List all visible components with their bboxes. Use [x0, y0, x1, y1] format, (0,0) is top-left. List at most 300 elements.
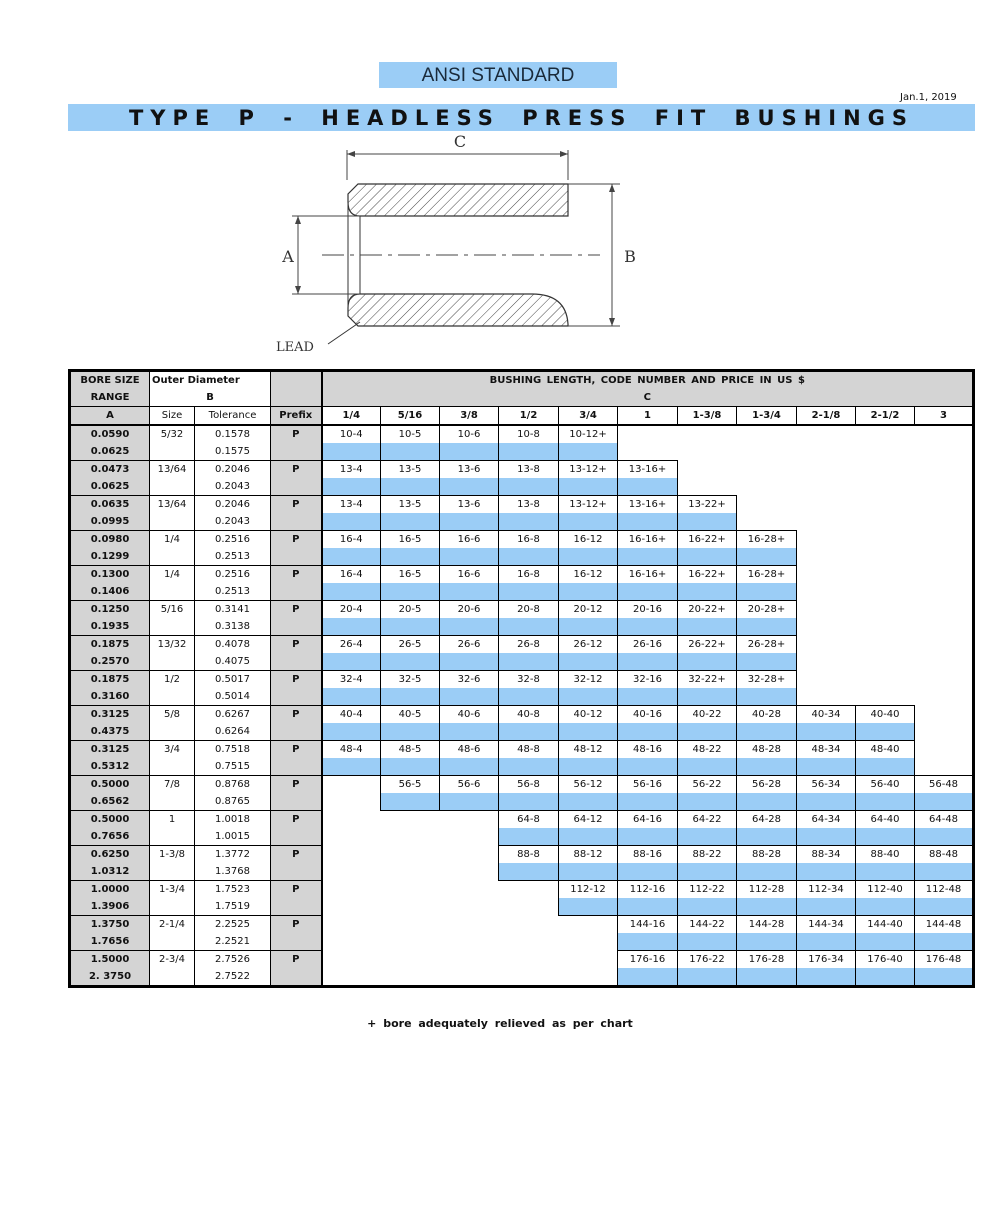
prefix-cell: P: [271, 776, 322, 794]
price-fill-cell: [440, 443, 499, 461]
empty-cell: [499, 898, 559, 916]
od-tol-max: 0.8768: [195, 776, 271, 794]
price-fill-cell: [678, 968, 737, 987]
od-tol-min: 0.1575: [215, 445, 250, 457]
price-code-cell: 48-22: [678, 741, 737, 759]
od-tol-max: 0.2516: [195, 531, 271, 549]
od-tol-min: 0.2043: [215, 480, 250, 492]
header-length-1: 5/16: [381, 407, 440, 426]
price-fill-cell: [737, 548, 797, 566]
empty-cell: [797, 548, 856, 566]
empty-cell: [381, 933, 440, 951]
empty-cell: [856, 531, 915, 549]
price-code-cell: 32-12: [559, 671, 618, 689]
empty-cell: [559, 968, 618, 987]
price-code-cell: 48-6: [440, 741, 499, 759]
bore-max: 1.0312: [70, 863, 150, 881]
empty-cell: [856, 653, 915, 671]
price-fill-cell: [915, 793, 974, 811]
prefix-blank: [271, 688, 322, 706]
table-row: [70, 601, 974, 619]
label-c: C: [453, 132, 467, 151]
table-row-sub: [70, 583, 974, 601]
empty-cell: [856, 671, 915, 689]
table-row-sub: [70, 688, 974, 706]
price-code-cell: 26-8: [499, 636, 559, 654]
price-fill-cell: [618, 968, 678, 987]
empty-cell: [737, 496, 797, 514]
empty-cell: [737, 513, 797, 531]
price-code-cell: 13-4: [322, 461, 381, 479]
empty-cell: [322, 916, 381, 934]
table-row: [70, 706, 974, 724]
empty-cell: [915, 461, 974, 479]
table-row: [70, 671, 974, 689]
table-row-sub: [70, 793, 974, 811]
table-row-sub: [70, 758, 974, 776]
price-fill-cell: [856, 863, 915, 881]
od-tol-min: 0.2513: [215, 585, 250, 597]
od-size-blank: [150, 618, 195, 636]
empty-cell: [499, 916, 559, 934]
price-code-cell: 112-34: [797, 881, 856, 899]
bore-max: 0.6562: [70, 793, 150, 811]
table-row-sub: [70, 898, 974, 916]
price-fill-cell: [559, 583, 618, 601]
price-fill-cell: [797, 863, 856, 881]
price-code-cell: 48-40: [856, 741, 915, 759]
od-size-blank: [150, 968, 195, 987]
price-fill-cell: [678, 933, 737, 951]
header-a: A: [70, 407, 150, 426]
empty-cell: [856, 583, 915, 601]
price-code-cell: 16-6: [440, 566, 499, 584]
prefix-blank: [271, 513, 322, 531]
price-fill-cell: [678, 793, 737, 811]
bore-min: 0.3125: [70, 741, 150, 759]
price-code-cell: 13-16+: [618, 496, 678, 514]
price-fill-cell: [737, 933, 797, 951]
price-fill-cell: [559, 443, 618, 461]
price-code-cell: 20-4: [322, 601, 381, 619]
price-fill-cell: [499, 443, 559, 461]
header-tolerance: Tolerance: [195, 407, 271, 426]
header-length-6: 1-3/8: [678, 407, 737, 426]
empty-cell: [559, 916, 618, 934]
price-fill-cell: [737, 618, 797, 636]
empty-cell: [797, 688, 856, 706]
table-row: [70, 741, 974, 759]
od-size: 1/4: [150, 566, 195, 584]
bore-max: 0.3160: [70, 688, 150, 706]
empty-cell: [856, 478, 915, 496]
bore-min: 0.1250: [70, 601, 150, 619]
empty-cell: [678, 461, 737, 479]
table-row: [70, 951, 974, 969]
header-bore-size: BORE SIZE: [70, 371, 150, 390]
table-row-sub: [70, 548, 974, 566]
price-code-cell: 13-5: [381, 461, 440, 479]
header-prefix-blank: [271, 371, 322, 407]
table-row-sub: [70, 933, 974, 951]
empty-cell: [915, 688, 974, 706]
empty-cell: [856, 618, 915, 636]
price-code-cell: 20-6: [440, 601, 499, 619]
price-fill-cell: [856, 758, 915, 776]
price-code-cell: 13-16+: [618, 461, 678, 479]
price-fill-cell: [381, 723, 440, 741]
price-code-cell: 48-28: [737, 741, 797, 759]
price-fill-cell: [678, 618, 737, 636]
page-title: TYPE P - HEADLESS PRESS FIT BUSHINGS: [128, 106, 915, 130]
empty-cell: [856, 548, 915, 566]
price-code-cell: 176-40: [856, 951, 915, 969]
price-fill-cell: [322, 653, 381, 671]
price-fill-cell: [440, 513, 499, 531]
prefix-cell: P: [271, 881, 322, 899]
standard-banner: ANSI STANDARD: [379, 62, 617, 88]
header-length-9: 2-1/2: [856, 407, 915, 426]
price-code-cell: 16-22+: [678, 531, 737, 549]
bore-min: 0.1300: [70, 566, 150, 584]
od-tol-max: 0.1578: [215, 428, 250, 440]
price-fill-cell: [797, 968, 856, 987]
empty-cell: [381, 863, 440, 881]
price-fill-cell: [737, 723, 797, 741]
price-fill-cell: [499, 618, 559, 636]
empty-cell: [737, 425, 797, 443]
od-size: 13/32: [150, 636, 195, 654]
table-row: [70, 636, 974, 654]
empty-cell: [440, 968, 499, 987]
price-code-cell: 10-12+: [559, 425, 618, 443]
price-code-cell: 32-16: [618, 671, 678, 689]
price-code-cell: 144-48: [915, 916, 974, 934]
price-code-cell: 13-12+: [559, 496, 618, 514]
price-fill-cell: [440, 793, 499, 811]
empty-cell: [797, 566, 856, 584]
empty-cell: [797, 636, 856, 654]
empty-cell: [797, 583, 856, 601]
od-tol-max: 0.4078: [195, 636, 271, 654]
empty-cell: [440, 846, 499, 864]
od-size: 1-3/8: [150, 846, 195, 864]
od-tol-min: 0.6264: [215, 725, 250, 737]
prefix-cell: P: [271, 846, 322, 864]
price-code-cell: 64-16: [618, 811, 678, 829]
prefix-cell: P: [271, 425, 322, 443]
empty-cell: [440, 811, 499, 829]
od-size-blank: [150, 513, 195, 531]
od-tol-max: 1.7523: [195, 881, 271, 899]
price-code-cell: 56-22: [678, 776, 737, 794]
od-tol-max: 1.0018: [195, 811, 271, 829]
price-fill-cell: [440, 478, 499, 496]
empty-cell: [797, 671, 856, 689]
price-code-cell: 88-28: [737, 846, 797, 864]
prefix-cell: P: [271, 951, 322, 969]
price-fill-cell: [440, 653, 499, 671]
price-fill-cell: [381, 758, 440, 776]
od-tol-min: 0.8765: [215, 795, 250, 807]
prefix-blank: [271, 828, 322, 846]
price-code-cell: 64-22: [678, 811, 737, 829]
price-fill-cell: [797, 723, 856, 741]
prefix-cell: P: [271, 531, 322, 549]
price-fill-cell: [559, 548, 618, 566]
price-code-cell: 48-4: [322, 741, 381, 759]
price-code-cell: 40-5: [381, 706, 440, 724]
od-size: 5/8: [150, 706, 195, 724]
empty-cell: [915, 618, 974, 636]
price-code-cell: 20-5: [381, 601, 440, 619]
prefix-cell: P: [271, 496, 322, 514]
price-code-cell: 56-5: [381, 776, 440, 794]
price-fill-cell: [797, 758, 856, 776]
price-code-cell: 32-8: [499, 671, 559, 689]
table-row: [70, 566, 974, 584]
bushing-diagram: [260, 132, 660, 360]
bore-max: 0.0625: [70, 443, 150, 461]
price-code-cell: 32-28+: [737, 671, 797, 689]
bore-min: 0.0635: [70, 496, 150, 514]
bore-min: 0.5000: [70, 811, 150, 829]
price-code-cell: 13-6: [440, 461, 499, 479]
empty-cell: [797, 461, 856, 479]
empty-cell: [737, 443, 797, 461]
price-code-cell: 16-16+: [618, 566, 678, 584]
price-fill-cell: [322, 758, 381, 776]
price-code-cell: 176-34: [797, 951, 856, 969]
price-code-cell: 56-16: [618, 776, 678, 794]
od-size-blank: [150, 933, 195, 951]
price-code-cell: 16-5: [381, 566, 440, 584]
price-code-cell: 26-4: [322, 636, 381, 654]
empty-cell: [618, 425, 678, 443]
price-code-cell: 56-34: [797, 776, 856, 794]
price-code-cell: 112-40: [856, 881, 915, 899]
od-size: 1/2: [150, 671, 195, 689]
price-code-cell: 20-28+: [737, 601, 797, 619]
empty-cell: [915, 758, 974, 776]
price-fill-cell: [559, 723, 618, 741]
od-size-blank: [150, 828, 195, 846]
price-fill-cell: [322, 478, 381, 496]
od-tol-min: 0.2513: [215, 550, 250, 562]
empty-cell: [440, 933, 499, 951]
empty-cell: [856, 443, 915, 461]
empty-cell: [322, 828, 381, 846]
bore-max: 0.1299: [70, 548, 150, 566]
price-code-cell: 26-22+: [678, 636, 737, 654]
prefix-cell: P: [271, 811, 322, 829]
empty-cell: [797, 531, 856, 549]
price-code-cell: 112-16: [618, 881, 678, 899]
revision-date: Jan.1, 2019: [900, 92, 957, 103]
price-fill-cell: [499, 863, 559, 881]
prefix-blank: [271, 758, 322, 776]
header-length-7: 1-3/4: [737, 407, 797, 426]
price-fill-cell: [499, 828, 559, 846]
empty-cell: [678, 478, 737, 496]
od-tol-min: 2.2521: [215, 935, 250, 947]
bore-max: 0.7656: [70, 828, 150, 846]
bore-min: 1.0000: [70, 881, 150, 899]
prefix-blank: [271, 968, 322, 987]
price-fill-cell: [559, 898, 618, 916]
price-code-cell: 40-40: [856, 706, 915, 724]
price-fill-cell: [499, 758, 559, 776]
header-length-3: 1/2: [499, 407, 559, 426]
od-tol-min: 0.7515: [215, 760, 250, 772]
price-code-cell: 32-6: [440, 671, 499, 689]
price-fill-cell: [618, 828, 678, 846]
prefix-cell: P: [271, 636, 322, 654]
table-row: [70, 811, 974, 829]
od-tol-max: 0.7518: [195, 741, 271, 759]
empty-cell: [322, 793, 381, 811]
prefix-blank: [271, 793, 322, 811]
empty-cell: [915, 513, 974, 531]
price-code-cell: 144-28: [737, 916, 797, 934]
price-code-cell: 144-40: [856, 916, 915, 934]
prefix-cell: P: [271, 671, 322, 689]
table-row-sub: [70, 968, 974, 987]
od-size: 13/64: [150, 496, 195, 514]
header-outer-diameter: Outer Diameter: [150, 371, 271, 390]
empty-cell: [915, 723, 974, 741]
price-code-cell: 16-6: [440, 531, 499, 549]
price-code-cell: 20-16: [618, 601, 678, 619]
empty-cell: [322, 898, 381, 916]
empty-cell: [915, 636, 974, 654]
price-code-cell: 48-12: [559, 741, 618, 759]
price-fill-cell: [737, 828, 797, 846]
price-fill-cell: [915, 968, 974, 987]
empty-cell: [737, 461, 797, 479]
price-fill-cell: [618, 933, 678, 951]
od-tol-min: 1.0015: [215, 830, 250, 842]
price-fill-cell: [322, 723, 381, 741]
price-fill-cell: [381, 443, 440, 461]
empty-cell: [440, 916, 499, 934]
empty-cell: [797, 478, 856, 496]
price-fill-cell: [559, 828, 618, 846]
empty-cell: [915, 478, 974, 496]
price-fill-cell: [915, 828, 974, 846]
od-size: 1-3/4: [150, 881, 195, 899]
price-fill-cell: [856, 828, 915, 846]
table-row-sub: [70, 863, 974, 881]
empty-cell: [618, 443, 678, 461]
empty-cell: [915, 706, 974, 724]
empty-cell: [440, 898, 499, 916]
od-size-blank: [150, 548, 195, 566]
price-code-cell: 16-4: [322, 566, 381, 584]
price-code-cell: 88-8: [499, 846, 559, 864]
price-fill-cell: [915, 898, 974, 916]
empty-cell: [856, 496, 915, 514]
price-fill-cell: [559, 863, 618, 881]
prefix-blank: [271, 478, 322, 496]
price-fill-cell: [559, 653, 618, 671]
price-fill-cell: [678, 828, 737, 846]
price-code-cell: 26-28+: [737, 636, 797, 654]
od-tol-max: 2.2525: [195, 916, 271, 934]
empty-cell: [915, 653, 974, 671]
bore-max: 0.5312: [70, 758, 150, 776]
price-code-cell: 112-12: [559, 881, 618, 899]
bore-min: 0.0590: [70, 425, 150, 443]
bore-min: 0.3125: [70, 706, 150, 724]
price-code-cell: 13-22+: [678, 496, 737, 514]
od-tol-min: 0.2043: [215, 515, 250, 527]
price-code-cell: 13-4: [322, 496, 381, 514]
empty-cell: [322, 811, 381, 829]
price-code-cell: 88-16: [618, 846, 678, 864]
price-fill-cell: [737, 583, 797, 601]
price-fill-cell: [618, 583, 678, 601]
price-code-cell: 16-4: [322, 531, 381, 549]
od-tol-max: 0.5017: [195, 671, 271, 689]
prefix-cell: P: [271, 916, 322, 934]
price-code-cell: 40-22: [678, 706, 737, 724]
od-size-blank: [150, 898, 195, 916]
table-row: [70, 496, 974, 514]
od-tol-max: 2.7526: [195, 951, 271, 969]
price-code-cell: 48-8: [499, 741, 559, 759]
bore-min: 1.3750: [70, 916, 150, 934]
price-code-cell: 26-5: [381, 636, 440, 654]
bore-max: 0.0625: [70, 478, 150, 496]
price-code-cell: 40-16: [618, 706, 678, 724]
prefix-blank: [271, 723, 322, 741]
price-code-cell: 32-4: [322, 671, 381, 689]
price-code-cell: 16-12: [559, 531, 618, 549]
empty-cell: [322, 863, 381, 881]
od-tol-max: 0.3141: [195, 601, 271, 619]
empty-cell: [678, 425, 737, 443]
empty-cell: [797, 496, 856, 514]
price-fill-cell: [381, 793, 440, 811]
table-row: [70, 531, 974, 549]
price-code-cell: 40-12: [559, 706, 618, 724]
prefix-blank: [271, 443, 322, 461]
table-row-sub: [70, 618, 974, 636]
od-size-blank: [150, 443, 195, 461]
bore-max: 0.2570: [70, 653, 150, 671]
od-size: 2-3/4: [150, 951, 195, 969]
price-code-cell: 16-8: [499, 566, 559, 584]
prefix-blank: [271, 548, 322, 566]
empty-cell: [499, 968, 559, 987]
bore-max: 2. 3750: [70, 968, 150, 987]
price-fill-cell: [678, 863, 737, 881]
price-fill-cell: [678, 688, 737, 706]
od-tol-max: 0.2516: [195, 566, 271, 584]
header-c: C: [322, 389, 974, 407]
price-code-cell: 56-28: [737, 776, 797, 794]
label-a: A: [282, 247, 294, 266]
empty-cell: [915, 671, 974, 689]
empty-cell: [856, 601, 915, 619]
empty-cell: [915, 443, 974, 461]
empty-cell: [499, 933, 559, 951]
prefix-cell: P: [271, 601, 322, 619]
od-size: 5/32: [150, 425, 195, 443]
empty-cell: [381, 828, 440, 846]
empty-cell: [440, 863, 499, 881]
